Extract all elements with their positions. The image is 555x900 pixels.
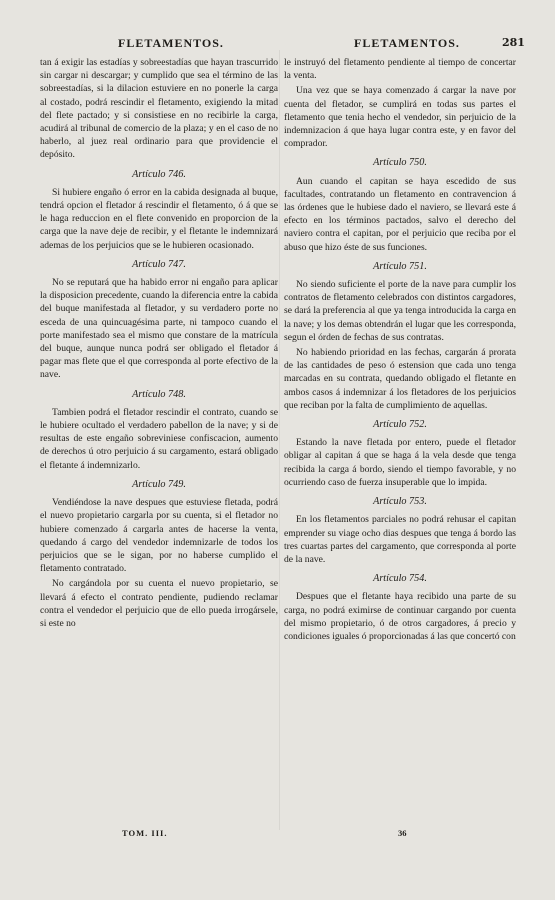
signature-mark: 36 xyxy=(398,828,407,838)
paragraph: Una vez que se haya comenzado á cargar la nave por cuenta del fletador, se cumplirá en todas sus partes el fletamento que tenia hecho el vendedor, sin perjuicio de la indemnizacion á que haya lugar contra este, y en favor del comprador. xyxy=(284,85,516,150)
paragraph: Tambien podrá el fletador rescindir el contrato, cuando se le hubiere ocultado el verdadero pabellon de la nave; y si de resultas de este engaño sobreviniese confiscacion, aumento de derechos ú otro perjuicio á su cargamento, estará obligado el fletante á indemnizarlo. xyxy=(40,406,278,471)
paragraph: Si hubiere engaño ó error en la cabida designada al buque, tendrá opcion el fletador á rescindir el fletamento, ó á que se le haga reduccion en el flete convenido en proporcion de la carga que la nave deje de recibir, y el fletante le indemnizará ademas de los perjuicios que se le hubieren ocasionado. xyxy=(40,186,278,251)
article-heading: Artículo 747. xyxy=(132,258,186,270)
paragraph: No cargándola por su cuenta el nuevo propietario, se llevará á efecto el contrato pendiente, pudiendo reclamar contra el vendedor el perjuicio que de ello pueda irrogársele, si este no xyxy=(40,578,278,629)
article-heading: Artículo 748. xyxy=(132,388,186,400)
right-column xyxy=(284,56,516,645)
article-heading: Artículo 752. xyxy=(373,419,427,431)
paragraph: Vendiéndose la nave despues que estuviese fletada, podrá el nuevo propietario cargarla por su cuenta, si el fletador no hubiere comenzado á cargarla antes de hacerse la venta, quedando á cargo del vendedor indemnizarle de todos los perjuicios que se le sigan, por no haberse cumplido el fletamento contratado. xyxy=(40,497,278,575)
column-gutter xyxy=(279,50,280,830)
paragraph: No se reputará que ha habido error ni engaño para aplicar la disposicion precedente, cuando la diferencia entre la cabida del buque manifestada al fletador, y su verdadero porte no esceda de una quincuagésima parte, ni tampoco cuando el porte manifestado sea el mismo que constare de la matrícula del buque, aunque nunca podrá ser obligado el fletador á pagar mas flete que el que corresponda al porte efectivo de la nave. xyxy=(40,277,278,381)
paragraph: No siendo suficiente el porte de la nave para cumplir los contratos de fletamento celebrados con distintos cargadores, se dará la preferencia al que ya tenga introducida la carga en la nave; y los demas obtendrán el lugar que les corresponda, segun el órden de fechas de sus contratas. xyxy=(284,279,516,343)
paragraph: No habiendo prioridad en las fechas, cargarán á prorata de las cantidades de peso ó estension que cada uno tenga marcadas en su contrata, quedando obligado el fletante en ambos casos á indemnizar á los fletadores de los perjuicios que reciban por la falta de cumplimiento de aquellas. xyxy=(284,347,516,411)
paragraph: Despues que el fletante haya recibido una parte de su carga, no podrá eximirse de continuar cargando por cuenta del mismo propietario, ó de otros cargadores, á precio y condiciones iguales ó proporcionadas á las que concertó con xyxy=(284,591,516,642)
article-heading: Artículo 751. xyxy=(373,260,427,272)
article-heading: Artículo 749. xyxy=(132,478,186,490)
article-heading: Artículo 746. xyxy=(132,168,186,180)
page-number: 281 xyxy=(502,36,525,49)
running-header xyxy=(0,36,555,54)
paragraph: tan á exigir las estadías y sobreestadías que hayan trascurrido sin cargar ni descargar; y cumplido que sea el término de las sobreestadías, si la dilacion estuviere en no ponerle la carga al costado, podrá rescindir el fletamento, exigiendo la mitad del flete pactado; y si consistiese en no recibirle la carga, acudirá al tribunal de comercio de la plaza; y en el caso de no haberlo, al juez real ordinario para que providencie el depósito. xyxy=(40,57,278,161)
paragraph: le instruyó del fletamento pendiente al tiempo de concertar la venta. xyxy=(284,57,516,82)
volume-mark: TOM. III. xyxy=(122,828,168,838)
article-heading: Artículo 754. xyxy=(373,573,427,585)
running-title-left: FLETAMENTOS. xyxy=(118,36,224,50)
paragraph: Aun cuando el capitan se haya escedido de sus facultades, contratando un fletamento en contravencion á las órdenes que le hubiese dado el naviero, se llevará este á efecto en los términos pactados, salvo el derecho del naviero contra el capitan, por el perjuicio que reciba por el abuso que hizo éste de sus funciones. xyxy=(284,175,516,253)
left-column xyxy=(40,56,278,632)
running-title-right: FLETAMENTOS. xyxy=(354,36,460,50)
article-heading: Artículo 750. xyxy=(373,157,427,169)
article-heading: Artículo 753. xyxy=(373,496,427,508)
page-footer xyxy=(0,828,555,842)
paragraph: Estando la nave fletada por entero, puede el fletador obligar al capitan á que se haga á la vela desde que tenga recibida la carga á bordo, siendo el tiempo favorable, y no ocurriendo caso de fuerza insuperable que lo impida. xyxy=(284,437,516,488)
paragraph: En los fletamentos parciales no podrá rehusar el capitan emprender su viage ocho dias despues que tenga á bordo las tres cuartas partes del cargamento, que corresponda al porte de la nave. xyxy=(284,514,516,565)
